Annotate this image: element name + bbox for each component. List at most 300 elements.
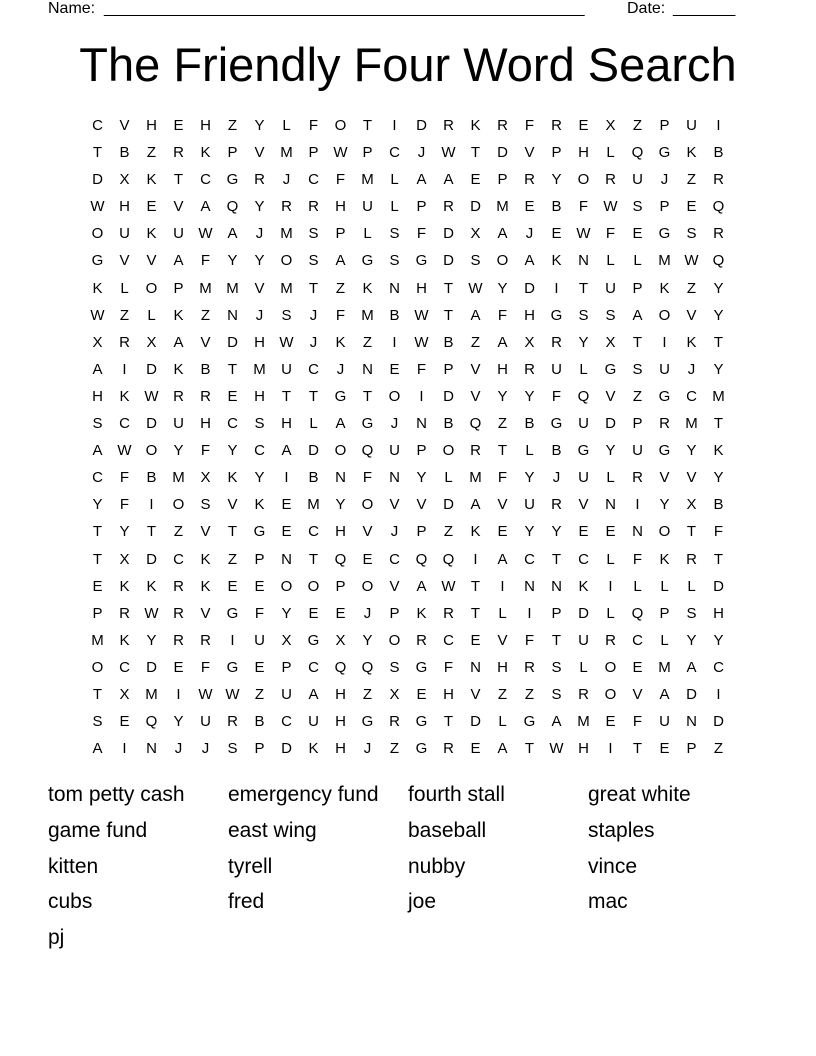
grid-letter: V: [470, 387, 481, 405]
grid-letter: E: [497, 523, 508, 541]
grid-letter: A: [173, 252, 184, 270]
grid-letter: U: [308, 713, 319, 731]
grid-letter: A: [632, 306, 643, 324]
grid-letter: Q: [361, 658, 374, 676]
grid-letter: P: [362, 144, 373, 162]
grid-letter: H: [200, 415, 211, 433]
grid-letter: S: [254, 415, 265, 433]
grid-letter: F: [632, 713, 643, 731]
grid-letter: S: [281, 306, 292, 324]
grid-letter: Q: [415, 550, 428, 568]
grid-letter: S: [551, 658, 562, 676]
grid-letter: C: [308, 360, 319, 378]
grid-letter: T: [227, 360, 238, 378]
grid-letter: E: [227, 387, 238, 405]
grid-letter: I: [608, 577, 613, 595]
grid-letter: M: [253, 360, 266, 378]
grid-letter: G: [334, 387, 347, 405]
grid-letter: F: [335, 306, 346, 324]
grid-letter: Y: [686, 442, 697, 460]
grid-letter: Y: [497, 387, 508, 405]
grid-letter: T: [308, 550, 319, 568]
grid-letter: E: [470, 171, 481, 189]
grid-letter: V: [227, 496, 238, 514]
grid-letter: X: [389, 685, 400, 703]
grid-letter: H: [146, 117, 157, 134]
grid-letter: C: [119, 415, 130, 433]
grid-letter: U: [524, 496, 535, 514]
word-list-item: pj: [48, 926, 65, 950]
grid-letter: T: [92, 685, 103, 703]
grid-letter: M: [361, 306, 374, 324]
word-list-item: great white: [588, 783, 691, 806]
grid-letter: A: [551, 713, 562, 731]
grid-letter: A: [416, 577, 427, 595]
grid-letter: K: [362, 279, 373, 297]
grid-letter: W: [441, 144, 456, 162]
grid-letter: M: [280, 279, 293, 297]
word-list-item: joe: [408, 890, 437, 914]
grid-letter: E: [335, 604, 346, 622]
grid-letter: D: [146, 415, 157, 433]
grid-letter: C: [686, 387, 697, 405]
grid-letter: J: [309, 333, 318, 351]
grid-letter: Z: [632, 387, 643, 405]
grid-letter: P: [497, 171, 508, 189]
grid-letter: E: [281, 523, 292, 541]
grid-letter: C: [443, 631, 454, 649]
word-list-item: game fund: [48, 818, 148, 842]
grid-letter: R: [713, 171, 724, 189]
grid-letter: W: [198, 225, 213, 243]
grid-letter: N: [578, 252, 589, 270]
grid-letter: O: [577, 171, 590, 189]
grid-letter: T: [551, 550, 562, 568]
grid-letter: T: [308, 387, 319, 405]
grid-letter: C: [254, 442, 265, 460]
grid-letter: Q: [631, 144, 644, 162]
grid-letter: D: [497, 144, 508, 162]
grid-letter: E: [227, 577, 238, 595]
grid-letter: I: [122, 360, 127, 378]
grid-letter: V: [686, 306, 697, 324]
grid-letter: C: [281, 713, 292, 731]
grid-letter: E: [632, 658, 643, 676]
grid-letter: O: [658, 306, 671, 324]
grid-letter: O: [361, 577, 374, 595]
grid-letter: Y: [605, 442, 616, 460]
grid-letter: P: [308, 144, 319, 162]
word-list-item: vince: [588, 854, 638, 878]
grid-letter: J: [417, 144, 426, 162]
grid-letter: U: [659, 713, 670, 731]
grid-letter: Y: [254, 469, 265, 487]
grid-letter: P: [227, 144, 238, 162]
grid-letter: Q: [361, 442, 374, 460]
grid-letter: L: [363, 225, 372, 243]
grid-letter: A: [497, 225, 508, 243]
grid-letter: A: [497, 740, 508, 758]
grid-letter: Q: [712, 198, 725, 216]
grid-letter: F: [443, 658, 454, 676]
grid-letter: Y: [524, 387, 535, 405]
grid-letter: D: [443, 225, 454, 243]
grid-letter: U: [551, 360, 562, 378]
grid-letter: T: [686, 523, 697, 541]
grid-letter: A: [416, 171, 427, 189]
grid-letter: C: [200, 171, 211, 189]
grid-letter: B: [713, 144, 724, 162]
grid-letter: H: [254, 387, 265, 405]
grid-letter: R: [524, 360, 535, 378]
name-label: Name:: [48, 0, 96, 17]
grid-letter: F: [416, 225, 427, 243]
grid-letter: D: [92, 171, 103, 189]
grid-letter: T: [92, 144, 103, 162]
grid-letter: P: [254, 740, 265, 758]
grid-letter: W: [225, 685, 240, 703]
grid-letter: R: [551, 117, 562, 134]
grid-letter: B: [551, 198, 562, 216]
letter-grid: [84, 112, 732, 762]
grid-letter: K: [416, 604, 427, 622]
grid-letter: Q: [631, 604, 644, 622]
grid-letter: B: [389, 306, 400, 324]
grid-letter: Y: [254, 198, 265, 216]
grid-letter: F: [416, 360, 427, 378]
grid-letter: H: [119, 198, 130, 216]
grid-letter: D: [443, 252, 454, 270]
grid-letter: Y: [524, 523, 535, 541]
grid-letter: Y: [578, 333, 589, 351]
grid-letter: N: [416, 415, 427, 433]
grid-letter: L: [498, 604, 507, 622]
grid-letter: V: [254, 144, 265, 162]
grid-letter: M: [280, 225, 293, 243]
grid-letter: J: [282, 171, 291, 189]
grid-letter: D: [146, 550, 157, 568]
grid-letter: I: [527, 604, 532, 622]
grid-letter: I: [122, 740, 127, 758]
grid-letter: T: [632, 740, 643, 758]
grid-letter: K: [470, 117, 481, 134]
grid-letter: R: [632, 469, 643, 487]
grid-letter: O: [280, 252, 293, 270]
grid-letter: H: [443, 685, 454, 703]
grid-letter: H: [335, 740, 346, 758]
grid-letter: J: [525, 225, 534, 243]
grid-letter: Y: [497, 279, 508, 297]
grid-letter: X: [119, 685, 130, 703]
grid-letter: K: [254, 496, 265, 514]
grid-letter: E: [659, 740, 670, 758]
grid-letter: K: [335, 333, 346, 351]
grid-letter: A: [659, 685, 670, 703]
grid-letter: F: [362, 469, 373, 487]
grid-letter: V: [632, 685, 643, 703]
grid-letter: Y: [686, 631, 697, 649]
grid-letter: U: [119, 225, 130, 243]
grid-letter: F: [200, 442, 211, 460]
grid-letter: Z: [443, 523, 454, 541]
grid-letter: Z: [146, 144, 157, 162]
grid-letter: U: [632, 442, 643, 460]
grid-letter: G: [658, 387, 671, 405]
grid-letter: Z: [227, 550, 238, 568]
grid-letter: Q: [469, 415, 482, 433]
grid-letter: B: [443, 333, 454, 351]
grid-letter: Q: [145, 713, 158, 731]
grid-letter: P: [173, 279, 184, 297]
grid-letter: L: [606, 604, 615, 622]
grid-letter: N: [389, 469, 400, 487]
grid-letter: Y: [524, 469, 535, 487]
grid-letter: Y: [713, 631, 724, 649]
grid-letter: F: [497, 306, 508, 324]
grid-letter: A: [281, 442, 292, 460]
grid-letter: T: [92, 550, 103, 568]
grid-letter: H: [497, 360, 508, 378]
grid-letter: G: [226, 604, 239, 622]
grid-letter: J: [174, 740, 183, 758]
grid-letter: I: [230, 631, 235, 649]
grid-letter: U: [281, 685, 292, 703]
grid-letter: Z: [173, 523, 184, 541]
grid-letter: K: [173, 306, 184, 324]
grid-letter: G: [415, 252, 428, 270]
grid-letter: Z: [632, 117, 643, 134]
grid-letter: Z: [254, 685, 265, 703]
grid-letter: A: [308, 685, 319, 703]
grid-letter: S: [389, 658, 400, 676]
grid-letter: W: [90, 306, 105, 324]
grid-letter: R: [173, 144, 184, 162]
grid-letter: L: [606, 550, 615, 568]
grid-letter: D: [713, 577, 724, 595]
grid-letter: D: [416, 117, 427, 134]
grid-letter: C: [92, 469, 103, 487]
grid-letter: R: [119, 604, 130, 622]
grid-letter: O: [145, 442, 158, 460]
grid-letter: F: [335, 171, 346, 189]
grid-letter: I: [500, 577, 505, 595]
grid-letter: E: [551, 225, 562, 243]
grid-letter: J: [309, 306, 318, 324]
grid-letter: T: [632, 333, 643, 351]
grid-letter: O: [172, 496, 185, 514]
grid-letter: T: [470, 577, 481, 595]
grid-letter: U: [254, 631, 265, 649]
grid-letter: V: [416, 496, 427, 514]
grid-letter: R: [713, 225, 724, 243]
grid-letter: H: [497, 658, 508, 676]
grid-letter: G: [415, 658, 428, 676]
grid-letter: L: [309, 415, 318, 433]
grid-letter: E: [119, 713, 130, 731]
grid-letter: N: [362, 360, 373, 378]
grid-letter: H: [713, 604, 724, 622]
grid-letter: M: [712, 387, 725, 405]
grid-letter: A: [524, 252, 535, 270]
grid-letter: A: [227, 225, 238, 243]
grid-letter: F: [497, 469, 508, 487]
grid-letter: U: [632, 171, 643, 189]
grid-letter: L: [633, 577, 642, 595]
grid-letter: S: [308, 252, 319, 270]
grid-letter: R: [686, 550, 697, 568]
grid-letter: E: [92, 577, 103, 595]
grid-letter: W: [144, 604, 159, 622]
grid-letter: E: [173, 658, 184, 676]
grid-letter: Z: [524, 685, 535, 703]
grid-letter: T: [227, 523, 238, 541]
word-list-item: east wing: [228, 818, 317, 842]
grid-letter: W: [441, 577, 456, 595]
grid-letter: J: [255, 225, 264, 243]
grid-letter: D: [713, 713, 724, 731]
grid-letter: H: [524, 306, 535, 324]
grid-letter: V: [389, 496, 400, 514]
grid-letter: C: [227, 415, 238, 433]
word-list-item: tyrell: [228, 854, 273, 878]
grid-letter: R: [200, 631, 211, 649]
grid-letter: I: [662, 333, 667, 351]
grid-letter: V: [605, 387, 616, 405]
grid-letter: E: [578, 117, 589, 134]
grid-letter: G: [415, 740, 428, 758]
grid-letter: L: [525, 442, 534, 460]
grid-letter: T: [281, 387, 292, 405]
grid-letter: S: [632, 360, 643, 378]
grid-letter: M: [496, 198, 509, 216]
grid-letter: K: [551, 252, 562, 270]
grid-letter: H: [281, 415, 292, 433]
grid-letter: L: [498, 713, 507, 731]
grid-letter: H: [335, 685, 346, 703]
grid-letter: P: [335, 577, 346, 595]
grid-letter: U: [686, 117, 697, 134]
grid-letter: M: [685, 415, 698, 433]
grid-letter: N: [389, 279, 400, 297]
grid-letter: R: [524, 171, 535, 189]
grid-letter: R: [443, 740, 454, 758]
word-list: [48, 777, 768, 956]
grid-letter: V: [119, 252, 130, 270]
grid-letter: L: [120, 279, 129, 297]
grid-letter: Y: [713, 469, 724, 487]
grid-letter: C: [92, 117, 103, 134]
grid-letter: A: [686, 658, 697, 676]
grid-letter: O: [334, 117, 347, 134]
grid-letter: R: [497, 117, 508, 134]
grid-letter: W: [549, 740, 564, 758]
grid-letter: R: [470, 442, 481, 460]
grid-letter: G: [577, 442, 590, 460]
grid-letter: L: [606, 252, 615, 270]
grid-letter: H: [335, 198, 346, 216]
grid-letter: G: [253, 523, 266, 541]
grid-letter: R: [173, 631, 184, 649]
grid-letter: Q: [712, 252, 725, 270]
grid-letter: X: [686, 496, 697, 514]
grid-letter: B: [200, 360, 211, 378]
grid-letter: Z: [470, 333, 481, 351]
grid-letter: V: [497, 631, 508, 649]
grid-letter: L: [633, 252, 642, 270]
grid-letter: I: [473, 550, 478, 568]
grid-letter: G: [91, 252, 104, 270]
grid-letter: E: [578, 523, 589, 541]
grid-letter: E: [470, 631, 481, 649]
grid-letter: O: [307, 577, 320, 595]
grid-letter: P: [659, 198, 670, 216]
grid-letter: V: [146, 252, 157, 270]
grid-letter: I: [284, 469, 289, 487]
grid-letter: Y: [713, 306, 724, 324]
grid-letter: D: [308, 442, 319, 460]
grid-letter: M: [199, 279, 212, 297]
grid-letter: M: [658, 658, 671, 676]
grid-letter: T: [308, 279, 319, 297]
grid-letter: O: [91, 225, 104, 243]
grid-letter: L: [282, 117, 291, 134]
grid-letter: S: [551, 685, 562, 703]
grid-letter: P: [92, 604, 103, 622]
grid-letter: B: [713, 496, 724, 514]
grid-letter: K: [470, 523, 481, 541]
grid-letter: V: [200, 523, 211, 541]
grid-letter: I: [554, 279, 559, 297]
grid-letter: E: [605, 523, 616, 541]
grid-letter: Y: [551, 523, 562, 541]
word-list-item: nubby: [408, 854, 466, 878]
grid-letter: E: [605, 713, 616, 731]
grid-letter: V: [389, 577, 400, 595]
grid-letter: C: [632, 631, 643, 649]
grid-letter: Y: [713, 360, 724, 378]
grid-letter: I: [392, 117, 397, 134]
grid-letter: U: [200, 713, 211, 731]
grid-letter: D: [443, 387, 454, 405]
grid-letter: T: [443, 306, 454, 324]
grid-letter: W: [468, 279, 483, 297]
grid-letter: D: [470, 198, 481, 216]
grid-letter: X: [281, 631, 292, 649]
grid-letter: D: [443, 496, 454, 514]
grid-letter: E: [173, 117, 184, 134]
grid-letter: Y: [713, 279, 724, 297]
grid-letter: G: [658, 442, 671, 460]
grid-letter: E: [416, 685, 427, 703]
grid-letter: C: [713, 658, 724, 676]
grid-letter: S: [308, 225, 319, 243]
grid-letter: U: [281, 360, 292, 378]
grid-letter: N: [524, 577, 535, 595]
grid-letter: I: [419, 387, 424, 405]
grid-letter: V: [686, 469, 697, 487]
grid-letter: Z: [227, 117, 238, 134]
grid-letter: H: [578, 740, 589, 758]
date-blank-line: _______: [673, 0, 736, 17]
grid-letter: A: [470, 496, 481, 514]
grid-letter: R: [524, 658, 535, 676]
grid-letter: O: [334, 442, 347, 460]
grid-letter: F: [254, 604, 265, 622]
grid-letter: J: [390, 415, 399, 433]
grid-letter: C: [524, 550, 535, 568]
grid-letter: S: [686, 225, 697, 243]
grid-letter: K: [92, 279, 103, 297]
